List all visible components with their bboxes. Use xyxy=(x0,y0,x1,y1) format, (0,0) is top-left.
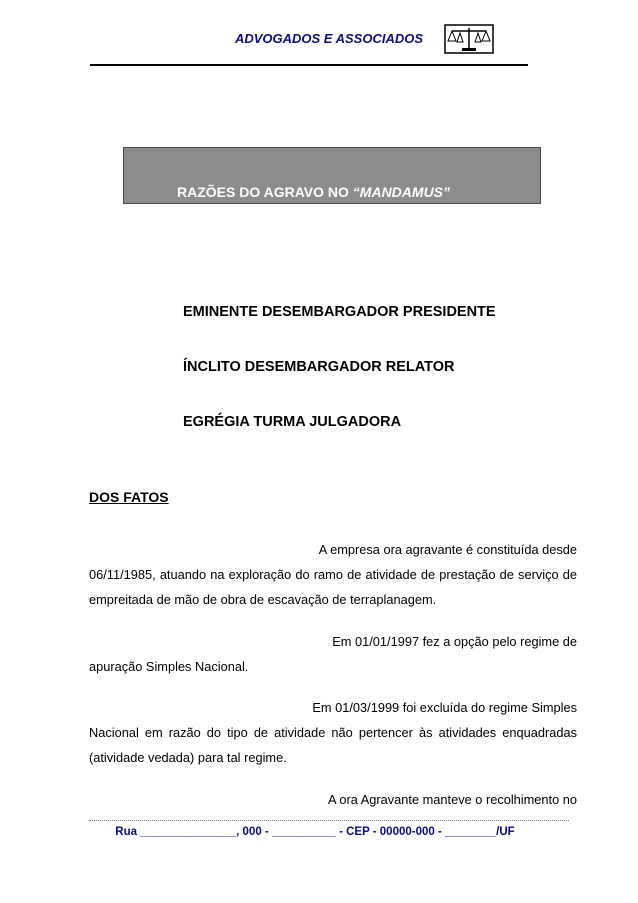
addressee-president: EMINENTE DESEMBARGADOR PRESIDENTE xyxy=(183,304,496,320)
header-divider xyxy=(90,64,528,66)
paragraph-line: apuração Simples Nacional. xyxy=(89,659,249,674)
paragraph-line: 06/11/1985, atuando na exploração do ramo de atividade de prestação de serviço de xyxy=(89,567,577,582)
paragraph-line: empreitada de mão de obra de escavação de terraplanagem. xyxy=(89,592,437,607)
addressee-panel: EGRÉGIA TURMA JULGADORA xyxy=(183,414,402,430)
firm-name: ADVOGADOS E ASSOCIADOS xyxy=(234,31,424,46)
addressee-rapporteur: ÍNCLITO DESEMBARGADOR RELATOR xyxy=(183,359,455,375)
section-heading: DOS FATOS xyxy=(89,489,169,505)
title-emphasis: “MANDAMUS” xyxy=(352,184,451,200)
footer-divider xyxy=(89,820,569,821)
title-prefix: RAZÕES DO AGRAVO NO xyxy=(177,184,353,200)
document-title xyxy=(177,184,450,200)
paragraph-line: Nacional em razão do tipo de atividade não pertencer às atividades enquadradas xyxy=(89,725,577,740)
scales-of-justice-icon xyxy=(444,24,494,54)
paragraph-line: Em 01/01/1997 fez a opção pelo regime de xyxy=(332,634,577,649)
footer-address: Rua _______________, 000 - __________ - CEP - 00000-000 - ________/UF xyxy=(115,826,515,838)
paragraph-line: A ora Agravante manteve o recolhimento no xyxy=(328,792,577,807)
paragraph-line: A empresa ora agravante é constituída desde xyxy=(318,542,577,557)
paragraph-line: Em 01/03/1999 foi excluída do regime Simples xyxy=(312,700,577,715)
paragraph-line: (atividade vedada) para tal regime. xyxy=(89,750,287,765)
